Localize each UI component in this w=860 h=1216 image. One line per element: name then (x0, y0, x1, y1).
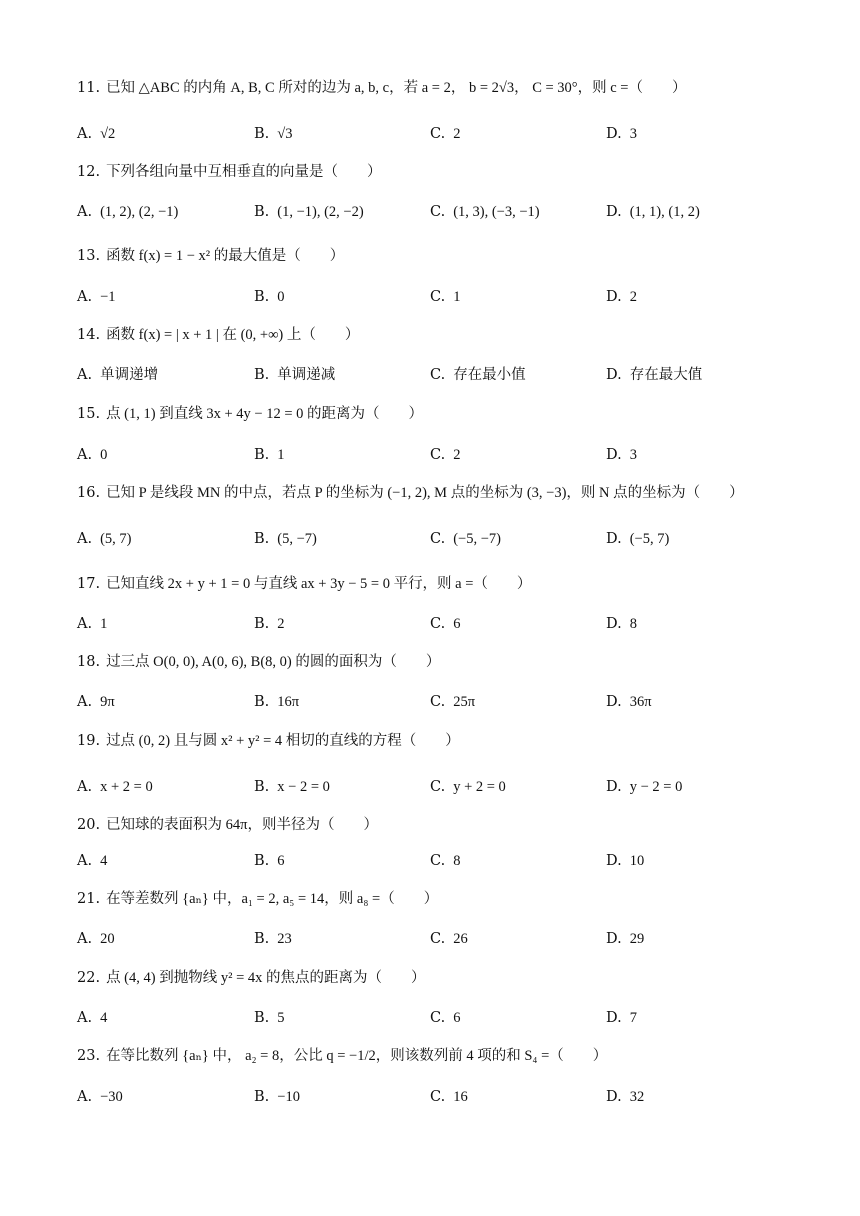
option-a[interactable]: A. 20 (77, 931, 115, 947)
option-a[interactable]: A. 9π (77, 694, 115, 710)
question-stem: 点 (1, 1) 到直线 3x + 4y − 12 = 0 的距离为（ ） (106, 406, 424, 422)
question-stem: 已知球的表面积为 64π，则半径为（ ） (106, 817, 379, 833)
question-22 (77, 968, 426, 988)
question-13 (77, 246, 344, 266)
question-number: 20. (77, 817, 101, 833)
option-b[interactable]: B. 6 (254, 853, 285, 869)
option-a[interactable]: A. −30 (77, 1089, 123, 1105)
question-23 (77, 1046, 607, 1066)
question-19 (77, 731, 460, 751)
option-d[interactable]: D. 32 (606, 1089, 645, 1105)
option-a[interactable]: A. 单调递增 (77, 367, 159, 383)
option-a[interactable]: A. x + 2 = 0 (77, 779, 153, 795)
option-a[interactable]: A. (1, 2), (2, −1) (77, 204, 179, 220)
question-number: 23. (77, 1048, 101, 1064)
question-17 (77, 574, 531, 594)
option-a[interactable]: A. 1 (77, 616, 108, 632)
question-stem: 在等比数列 {aₙ} 中， a₂ = 8，公比 q = −1/2，则该数列前 4 项的和 S₄ =（ ） (106, 1048, 608, 1064)
option-c[interactable]: C. 2 (430, 447, 461, 463)
option-d[interactable]: D. 8 (606, 616, 637, 632)
question-stem: 点 (4, 4) 到抛物线 y² = 4x 的焦点的距离为（ ） (106, 970, 426, 986)
option-d[interactable]: D. 2 (606, 289, 637, 305)
option-c[interactable]: C. (1, 3), (−3, −1) (430, 204, 540, 220)
option-d[interactable]: D. 3 (606, 126, 637, 142)
question-15 (77, 404, 423, 424)
option-b[interactable]: B. x − 2 = 0 (254, 779, 330, 795)
question-20 (77, 815, 378, 835)
question-number: 19. (77, 733, 101, 749)
option-c[interactable]: C. y + 2 = 0 (430, 779, 506, 795)
question-stem: 过三点 O(0, 0), A(0, 6), B(8, 0) 的圆的面积为（ ） (106, 654, 441, 670)
option-d[interactable]: D. 3 (606, 447, 637, 463)
question-21 (77, 889, 438, 909)
question-number: 11. (77, 80, 101, 96)
question-number: 15. (77, 406, 101, 422)
option-b[interactable]: B. −10 (254, 1089, 300, 1105)
question-number: 21. (77, 891, 101, 907)
option-b[interactable]: B. 2 (254, 616, 285, 632)
option-d[interactable]: D. 29 (606, 931, 645, 947)
option-b[interactable]: B. 单调递减 (254, 367, 336, 383)
option-a[interactable]: A. 4 (77, 1010, 108, 1026)
option-c[interactable]: C. 16 (430, 1089, 468, 1105)
option-c[interactable]: C. 26 (430, 931, 468, 947)
question-stem: 函数 f(x) = | x + 1 | 在 (0, +∞) 上（ ） (106, 327, 360, 343)
option-c[interactable]: C. 6 (430, 616, 461, 632)
question-stem: 已知直线 2x + y + 1 = 0 与直线 ax + 3y − 5 = 0 平行，则 a =（ ） (106, 576, 532, 592)
question-18 (77, 652, 440, 672)
option-d[interactable]: D. 36π (606, 694, 652, 710)
question-number: 18. (77, 654, 101, 670)
question-number: 14. (77, 327, 101, 343)
question-14 (77, 325, 359, 345)
option-b[interactable]: B. 1 (254, 447, 285, 463)
question-number: 17. (77, 576, 101, 592)
question-stem: 在等差数列 {aₙ} 中，a₁ = 2, a₅ = 14，则 a₈ =（ ） (106, 891, 439, 907)
option-d[interactable]: D. (1, 1), (1, 2) (606, 204, 700, 220)
option-a[interactable]: A. −1 (77, 289, 116, 305)
option-b[interactable]: B. √3 (254, 126, 293, 142)
option-b[interactable]: B. 23 (254, 931, 292, 947)
option-a[interactable]: A. (5, 7) (77, 531, 132, 547)
question-16 (77, 483, 744, 503)
question-number: 16. (77, 485, 101, 501)
option-d[interactable]: D. 存在最大值 (606, 367, 703, 383)
option-a[interactable]: A. 0 (77, 447, 108, 463)
question-number: 12. (77, 164, 101, 180)
question-number: 22. (77, 970, 101, 986)
option-c[interactable]: C. 1 (430, 289, 461, 305)
question-number: 13. (77, 248, 101, 264)
question-stem: 过点 (0, 2) 且与圆 x² + y² = 4 相切的直线的方程（ ） (106, 733, 460, 749)
option-b[interactable]: B. (1, −1), (2, −2) (254, 204, 364, 220)
option-d[interactable]: D. 10 (606, 853, 645, 869)
option-d[interactable]: D. (−5, 7) (606, 531, 670, 547)
option-b[interactable]: B. 0 (254, 289, 285, 305)
question-stem: 下列各组向量中互相垂直的向量是（ ） (106, 164, 382, 180)
option-d[interactable]: D. y − 2 = 0 (606, 779, 683, 795)
option-c[interactable]: C. 8 (430, 853, 461, 869)
option-a[interactable]: A. 4 (77, 853, 108, 869)
option-d[interactable]: D. 7 (606, 1010, 637, 1026)
option-c[interactable]: C. 存在最小值 (430, 367, 526, 383)
option-c[interactable]: C. 2 (430, 126, 461, 142)
option-a[interactable]: A. √2 (77, 126, 116, 142)
option-b[interactable]: B. (5, −7) (254, 531, 317, 547)
option-b[interactable]: B. 5 (254, 1010, 285, 1026)
option-b[interactable]: B. 16π (254, 694, 300, 710)
option-c[interactable]: C. 6 (430, 1010, 461, 1026)
question-stem: 已知 P 是线段 MN 的中点，若点 P 的坐标为 (−1, 2), M 点的坐标为 (3, −3)，则 N 点的坐标为（ ） (106, 485, 744, 501)
question-11 (77, 78, 686, 98)
option-c[interactable]: C. (−5, −7) (430, 531, 501, 547)
question-stem: 已知 △ABC 的内角 A, B, C 所对的边为 a, b, c，若 a = 2， b = 2√3， C = 30°，则 c =（ ） (106, 80, 687, 96)
question-stem: 函数 f(x) = 1 − x² 的最大值是（ ） (106, 248, 345, 264)
option-c[interactable]: C. 25π (430, 694, 476, 710)
question-12 (77, 162, 382, 182)
